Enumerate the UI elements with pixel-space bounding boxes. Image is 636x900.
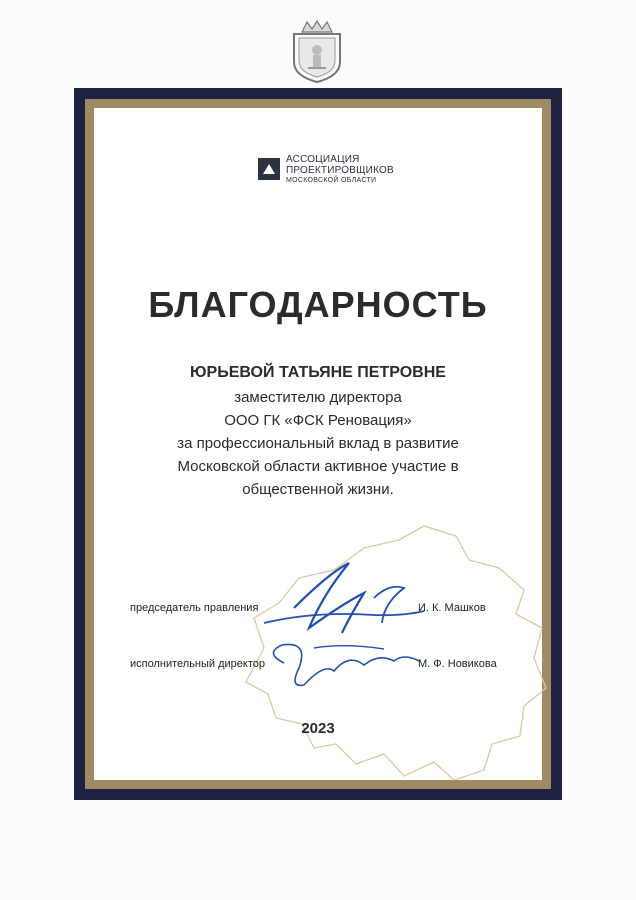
signatory-name: М. Ф. Новикова [418, 658, 497, 670]
certificate-year: 2023 [301, 720, 335, 737]
logo-line-1: АССОЦИАЦИЯ [286, 154, 360, 165]
signatory-role: исполнительный директор [130, 658, 265, 670]
recipient-line: Московской области активное участие в [177, 458, 459, 475]
recipient-line: за профессиональный вклад в развитие [177, 435, 459, 452]
logo-line-3: МОСКОВСКОЙ ОБЛАСТИ [286, 177, 377, 184]
signatory-role: председатель правления [130, 602, 259, 614]
recipient-line: ООО ГК «ФСК Реновация» [224, 412, 412, 429]
certificate-body [94, 108, 542, 780]
certificate-frame [86, 100, 550, 788]
logo-text [286, 155, 394, 184]
certificate-title: БЛАГОДАРНОСТЬ [148, 284, 488, 325]
recipient-line: общественной жизни. [242, 481, 394, 498]
recipient-name: ЮРЬЕВОЙ ТАТЬЯНЕ ПЕТРОВНЕ [190, 364, 446, 381]
recipient-block [94, 364, 542, 501]
recipient-line: заместителю директора [234, 389, 402, 406]
logo-line-2: ПРОЕКТИРОВЩИКОВ [286, 164, 394, 176]
signatory-name: И. К. Машков [418, 602, 486, 614]
coat-of-arms-emblem [288, 20, 346, 84]
logo-triangle-icon [258, 158, 280, 180]
handwritten-signatures [254, 553, 434, 703]
